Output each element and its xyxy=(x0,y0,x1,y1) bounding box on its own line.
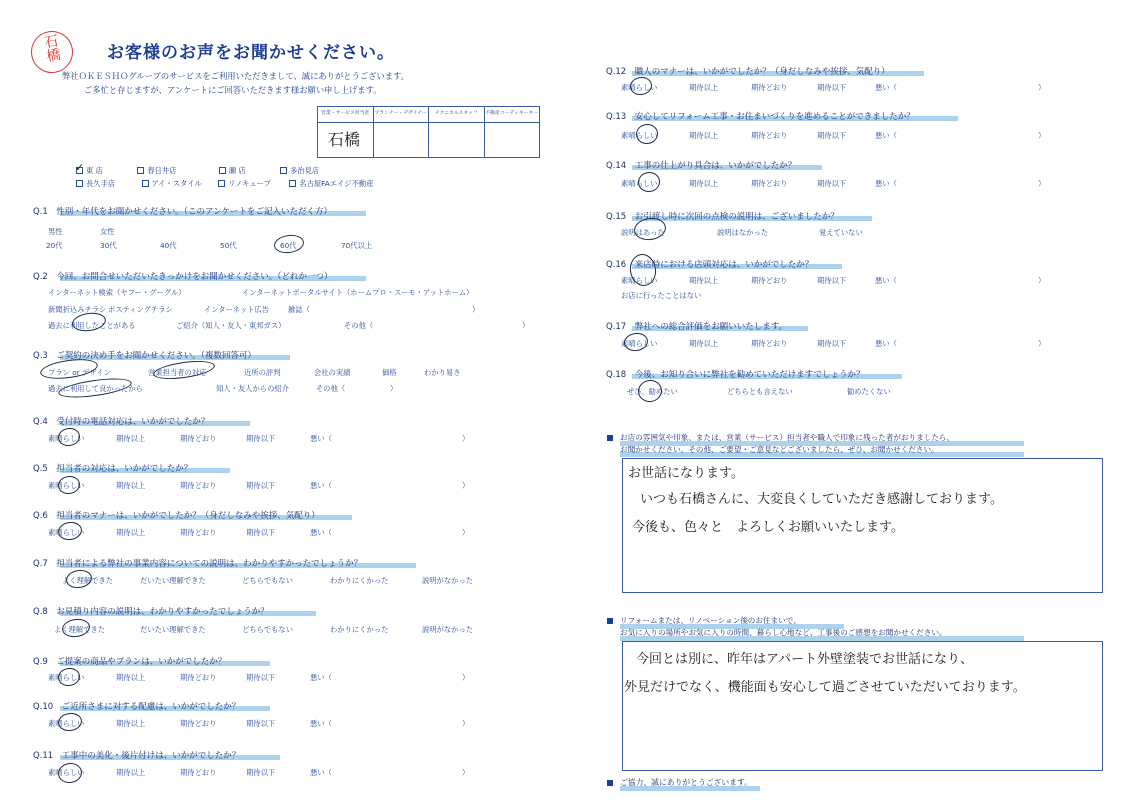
rating-option[interactable]: 期待以下 xyxy=(246,719,276,728)
page-title: お客様のお声をお聞かせください。 xyxy=(107,43,395,63)
comments2-prompt-1: リフォームまたは、リノベーション後のお住まいで、 xyxy=(620,616,801,625)
staff-col-sales xyxy=(318,107,374,157)
q6-title: Q.6 担当者のマナーは、いかがでしたか？（身だしなみや挨拶、気配り） xyxy=(33,511,320,521)
answer-circle xyxy=(57,520,83,541)
checkbox xyxy=(76,180,83,187)
q2-option[interactable]: その他（ xyxy=(344,321,374,330)
q8-understanding-options xyxy=(54,625,473,635)
q18-title: Q.18 今後、お知り合いに弊社を勧めていただけますでしょうか？ xyxy=(606,370,865,380)
q3-option[interactable]: その他（ xyxy=(316,384,346,393)
q2-options-row-2: 新聞折込みチラシ ポスティングチラシ インターネット広告 雑誌（ ） xyxy=(48,305,480,314)
rating-option[interactable]: 悪い（ xyxy=(310,768,332,777)
q3-options-row-2: 過去に利用して良かったから 知人・友人からの紹介 その他（ ） xyxy=(48,384,398,393)
comments1-line-2: いつも石橋さんに、大変良くしていただき感謝しております。 xyxy=(640,492,1003,507)
comments1-prompt-1: お店の雰囲気や印象、または、営業（サービス）担当者や職人で印象に残った者がおりましたら、 xyxy=(620,433,955,442)
rating-option[interactable]: 悪い（ xyxy=(310,528,332,537)
q2-options-row-3: 過去に利用したことがある ご紹介（知人・友人・東邦ガス） その他（ ） xyxy=(48,321,530,330)
q7-title: Q.7 担当者による弊社の事業内容についての説明は、わかりやすかったでしょうか？ xyxy=(33,559,363,569)
q3-option[interactable]: 価格 xyxy=(382,368,397,377)
rating-option[interactable]: 期待以下 xyxy=(246,768,276,777)
q1-gender-options xyxy=(48,227,115,237)
checkbox xyxy=(280,167,287,174)
answer-circle xyxy=(57,375,133,401)
rating-option[interactable]: 期待どおり xyxy=(751,179,788,188)
store-checkbox-seto[interactable]: 瀬 店 xyxy=(219,166,246,175)
rating-option[interactable]: 期待以上 xyxy=(116,528,146,537)
staff-name-handwritten: 石橋 xyxy=(328,130,361,149)
q1-age-option[interactable]: 20代 xyxy=(46,241,63,250)
checkbox xyxy=(142,180,149,187)
answer-circle xyxy=(273,233,305,255)
checkmark-icon: ✓ xyxy=(75,161,85,174)
rating-option[interactable]: 期待以下 xyxy=(817,83,847,92)
rating-option[interactable]: 素晴らしい xyxy=(621,83,658,92)
q12-title: Q.12 職人のマナーは、いかがでしたか？（身だしなみや挨拶、気配り） xyxy=(606,67,890,77)
rating-option[interactable]: 素晴らしい xyxy=(621,339,658,348)
q3-option[interactable]: 過去に利用して良かったから xyxy=(48,384,143,393)
understanding-option[interactable]: どちらでもない xyxy=(242,625,294,634)
q15-option[interactable]: 説明はあった xyxy=(621,228,665,237)
staff-header: 営業・サービス担当者 xyxy=(318,107,373,123)
answer-circle xyxy=(61,617,91,639)
store-checkbox-row-1 xyxy=(75,161,320,176)
q8-title: Q.8 お見積り内容の説明は、わかりやすかったでしょうか？ xyxy=(33,607,269,617)
q18-options xyxy=(627,387,891,397)
rating-option[interactable]: 期待以上 xyxy=(689,179,719,188)
rating-option[interactable]: 素晴らしい xyxy=(48,481,85,490)
staff-header: 不動産コーディネーター xyxy=(485,107,540,123)
rating-option[interactable]: 期待以下 xyxy=(246,528,276,537)
q2-option[interactable]: インターネット広告 xyxy=(204,305,270,314)
rating-option[interactable]: 期待以上 xyxy=(689,339,719,348)
rating-option[interactable]: 期待以上 xyxy=(116,768,146,777)
q1-gender-option[interactable]: 女性 xyxy=(100,227,115,236)
q9-title: Q.9 ご提案の商品やプランは、いかがでしたか？ xyxy=(33,657,227,667)
answer-circle xyxy=(57,667,81,688)
q18-option[interactable]: どちらとも言えない xyxy=(727,387,793,396)
answer-circle xyxy=(57,711,83,732)
q1-age-option[interactable]: 40代 xyxy=(160,241,177,250)
rating-option[interactable]: 期待どおり xyxy=(751,339,788,348)
q1-age-options xyxy=(46,241,372,251)
comments2-line-1: 今回とは別に、昨年はアパート外壁塗装でお世話になり、 xyxy=(636,652,973,667)
rating-option[interactable]: 悪い（ xyxy=(310,481,332,490)
q14-rating-options: 素晴らしい 期待以上 期待どおり 期待以下 悪い（ ） xyxy=(621,179,1046,188)
q3-option[interactable]: プラン or デザイン xyxy=(48,368,111,377)
rating-option[interactable]: 期待以下 xyxy=(817,339,847,348)
store-checkbox-fa-age[interactable]: 名古屋FAエイジ不動産 xyxy=(289,179,373,188)
q10-title: Q.10 ご近所さまに対する配慮は、いかがでしたか？ xyxy=(33,702,241,712)
q16-extra-option xyxy=(621,291,701,301)
q16-option-never-visited[interactable]: お店に行ったことはない xyxy=(621,291,702,300)
rating-option[interactable]: 素晴らしい xyxy=(48,673,85,682)
understanding-option[interactable]: わかりにくかった xyxy=(330,576,389,585)
rating-option[interactable]: 素晴らしい xyxy=(621,276,658,285)
bullet-square-icon xyxy=(607,435,613,441)
rating-option[interactable]: 悪い（ xyxy=(875,83,897,92)
q2-option[interactable]: 雑誌（ xyxy=(288,305,310,314)
q1-title: Q.1 性別・年代をお聞かせください。（このアンケートをご記入いただく方） xyxy=(33,207,333,217)
q13-title: Q.13 安心してリフォーム工事・お住まいづくりを進めることができましたか？ xyxy=(606,112,915,122)
q16-title: Q.16 来店時における店頭対応は、いかがでしたか？ xyxy=(606,260,814,270)
q3-option[interactable]: 営業担当者の対応 xyxy=(148,368,207,377)
intro-line-1: 弊社ＯＫＥＳＨＯグループのサービスをご利用いただきまして、誠にありがとうございます。 xyxy=(62,71,409,81)
q2-option[interactable]: ご紹介（知人・友人・東邦ガス） xyxy=(176,321,286,330)
answer-circle xyxy=(65,568,93,589)
q3-option[interactable]: 近所の評判 xyxy=(244,368,281,377)
staff-header: テクニカルスタッフ xyxy=(429,107,484,123)
answer-circle xyxy=(152,358,216,382)
rating-option[interactable]: 悪い（ xyxy=(310,434,332,443)
q9-rating-options: 素晴らしい 期待以上 期待どおり 期待以下 悪い（ ） xyxy=(48,673,470,682)
rating-option[interactable]: 期待以上 xyxy=(689,83,719,92)
q3-title: Q.3 ご契約の決め手をお聞かせください。（複数回答可） xyxy=(33,351,257,361)
rating-option[interactable]: 期待どおり xyxy=(180,768,217,777)
rating-option[interactable]: 素晴らしい xyxy=(48,528,85,537)
checkbox xyxy=(219,167,226,174)
store-checkbox-higashi[interactable]: ✓ 東 店 xyxy=(75,161,103,175)
q4-rating-options: 素晴らしい 期待以上 期待どおり 期待以下 悪い（ ） xyxy=(48,434,470,443)
staff-col-technical xyxy=(429,107,485,157)
q2-option[interactable]: 過去に利用したことがある xyxy=(48,321,136,330)
comments1-line-3: 今後も、色々と よろしくお願いいたします。 xyxy=(632,520,904,535)
rating-option[interactable]: 期待どおり xyxy=(180,719,217,728)
understanding-option[interactable]: だいたい理解できた xyxy=(140,576,206,585)
checkbox xyxy=(289,180,296,187)
intro-line-2: ご多忙と存じますが、アンケートにご回答いただきます様お願い申し上げます。 xyxy=(84,85,382,95)
answer-circle xyxy=(57,475,81,496)
rating-option[interactable]: 期待どおり xyxy=(180,673,217,682)
q15-option[interactable]: 覚えていない xyxy=(819,228,863,237)
rating-option[interactable]: 期待どおり xyxy=(180,481,217,490)
q2-option[interactable]: ポスティングチラシ xyxy=(108,305,173,314)
q11-title: Q.11 工事中の美化・後片付けは、いかがでしたか？ xyxy=(33,751,241,761)
answer-circle xyxy=(623,331,649,352)
q2-option[interactable]: 新聞折込みチラシ xyxy=(48,305,107,314)
rating-option[interactable]: 悪い（ xyxy=(875,179,897,188)
q6-rating-options: 素晴らしい 期待以上 期待どおり 期待以下 悪い（ ） xyxy=(48,528,470,537)
answer-circle xyxy=(57,761,84,784)
comments2-line-2: 外見だけでなく、機能面も安心して過ごさせていただいております。 xyxy=(624,680,1026,695)
q4-title: Q.4 受付時の電話対応は、いかがでしたか？ xyxy=(33,417,210,427)
q15-option[interactable]: 説明はなかった xyxy=(717,228,769,237)
rating-option[interactable]: 素晴らしい xyxy=(48,768,85,777)
understanding-option[interactable]: わかりにくかった xyxy=(330,625,389,634)
q2-options-row-1 xyxy=(48,288,473,298)
q17-rating-options: 素晴らしい 期待以上 期待どおり 期待以下 悪い（ ） xyxy=(621,339,1046,348)
q12-rating-options: 素晴らしい 期待以上 期待どおり 期待以下 悪い（ ） xyxy=(621,83,1046,92)
store-checkbox-renocube[interactable]: リノキューブ xyxy=(218,179,271,188)
comments1-line-1: お世話になります。 xyxy=(628,466,744,481)
rating-option[interactable]: 期待以上 xyxy=(116,434,146,443)
rating-option[interactable]: 期待以上 xyxy=(689,276,719,285)
staff-col-realestate xyxy=(485,107,540,157)
rating-option[interactable]: 素晴らしい xyxy=(621,179,658,188)
store-checkbox-tajimi[interactable]: 多治見店 xyxy=(280,166,319,175)
checkbox xyxy=(218,180,225,187)
q3-options-row-1 xyxy=(48,368,460,378)
rating-option[interactable]: 素晴らしい xyxy=(621,131,658,140)
understanding-option[interactable]: だいたい理解できた xyxy=(140,625,206,634)
q16-rating-options: 素晴らしい 期待以上 期待どおり 期待以下 悪い（ ） xyxy=(621,276,1046,285)
q5-title: Q.5 担当者の対応は、いかがでしたか？ xyxy=(33,464,193,474)
understanding-option[interactable]: どちらでもない xyxy=(242,576,294,585)
bullet-square-icon xyxy=(607,780,613,786)
comments2-prompt-2: お気に入りの場所やお気に入りの時間、暮らし心地など、工事後のご感想をお聞かせください。 xyxy=(620,628,947,637)
rating-option[interactable]: 悪い（ xyxy=(875,339,897,348)
rating-option[interactable]: 悪い（ xyxy=(310,673,332,682)
staff-table xyxy=(317,106,540,158)
q5-rating-options: 素晴らしい 期待以上 期待どおり 期待以下 悪い（ ） xyxy=(48,481,470,490)
answer-circle xyxy=(637,378,664,403)
rating-option[interactable]: 悪い（ xyxy=(875,276,897,285)
q15-title: Q.15 お引渡し時に次回の点検の説明は、ございましたか？ xyxy=(606,212,839,222)
store-checkbox-istyle[interactable]: アイ・スタイル xyxy=(142,179,202,188)
rating-option[interactable]: 悪い（ xyxy=(310,719,332,728)
rating-option[interactable]: 期待どおり xyxy=(180,434,217,443)
store-checkbox-kasugai[interactable]: 春日井店 xyxy=(137,166,176,175)
rating-option[interactable]: 期待以下 xyxy=(246,481,276,490)
rating-option[interactable]: 期待以下 xyxy=(817,179,847,188)
understanding-option[interactable]: よく理解できた xyxy=(54,625,106,634)
q10-rating-options: 素晴らしい 期待以上 期待どおり 期待以下 悪い（ ） xyxy=(48,719,470,728)
q1-age-option[interactable]: 70代以上 xyxy=(341,241,373,250)
comments1-prompt-2: お聞かせください。その他、ご要望・ご意見などございましたら、ぜひ、お聞かせください。 xyxy=(620,445,939,454)
footer-thanks: ご協力、誠にありがとうございます。 xyxy=(620,778,752,787)
rating-option[interactable]: 期待どおり xyxy=(180,528,217,537)
understanding-option[interactable]: 説明がなかった xyxy=(422,625,474,634)
store-checkbox-nagakute[interactable]: 長久手店 xyxy=(76,179,115,188)
q17-title: Q.17 弊社への総合評価をお願いいたします。 xyxy=(606,322,788,332)
understanding-option[interactable]: よく理解できた xyxy=(62,576,114,585)
rating-option[interactable]: 期待以上 xyxy=(116,673,146,682)
rating-option[interactable]: 期待どおり xyxy=(751,276,788,285)
staff-header: プランナー・デザイナー xyxy=(374,107,429,123)
q1-age-option[interactable]: 30代 xyxy=(100,241,117,250)
rating-option[interactable]: 期待どおり xyxy=(751,83,788,92)
answer-circle xyxy=(57,427,81,448)
seal-stamp: 石橋 xyxy=(28,28,77,77)
rating-option[interactable]: 期待どおり xyxy=(751,131,788,140)
q3-option[interactable]: 会社の実績 xyxy=(314,368,351,377)
understanding-option[interactable]: 説明がなかった xyxy=(422,576,474,585)
q3-option[interactable]: わかり易さ xyxy=(424,368,461,377)
q7-understanding-options xyxy=(62,576,473,586)
rating-option[interactable]: 悪い（ xyxy=(875,131,897,140)
q2-title: Q.2 今回、お問合せいただいたきっかけをお聞かせください。（どれか一つ） xyxy=(33,272,333,282)
q1-age-option[interactable]: 60代 xyxy=(280,241,297,250)
staff-col-planner xyxy=(374,107,430,157)
q18-option[interactable]: ぜひ、勧めたい xyxy=(627,387,678,396)
rating-option[interactable]: 期待以下 xyxy=(246,434,276,443)
rating-option[interactable]: 期待以下 xyxy=(246,673,276,682)
q2-option[interactable]: インターネット検索（ヤフー・グーグル） xyxy=(48,288,186,297)
q1-age-option[interactable]: 50代 xyxy=(220,241,237,250)
q3-option[interactable]: 知人・友人からの紹介 xyxy=(216,384,289,393)
store-checkbox-row-2 xyxy=(76,179,374,189)
bullet-square-icon xyxy=(607,618,613,624)
answer-circle xyxy=(635,123,660,146)
rating-option[interactable]: 素晴らしい xyxy=(48,719,85,728)
rating-option[interactable]: 期待以上 xyxy=(689,131,719,140)
checkbox xyxy=(137,167,144,174)
q13-rating-options: 素晴らしい 期待以上 期待どおり 期待以下 悪い（ ） xyxy=(621,131,1046,140)
rating-option[interactable]: 素晴らしい xyxy=(48,434,85,443)
rating-option[interactable]: 期待以上 xyxy=(116,719,146,728)
q11-rating-options: 素晴らしい 期待以上 期待どおり 期待以下 悪い（ ） xyxy=(48,768,470,777)
answer-circle xyxy=(637,171,662,194)
q14-title: Q.14 工事の仕上がり具合は、いかがでしたか？ xyxy=(606,161,797,171)
q1-gender-option[interactable]: 男性 xyxy=(48,227,63,236)
rating-option[interactable]: 期待以上 xyxy=(116,481,146,490)
q18-option[interactable]: 勧めたくない xyxy=(847,387,891,396)
q2-option[interactable]: インターネットポータルサイト（ホームプロ・スーモ・アットホーム） xyxy=(242,288,474,297)
rating-option[interactable]: 期待以下 xyxy=(817,131,847,140)
answer-circle xyxy=(629,76,653,97)
rating-option[interactable]: 期待以下 xyxy=(817,276,847,285)
